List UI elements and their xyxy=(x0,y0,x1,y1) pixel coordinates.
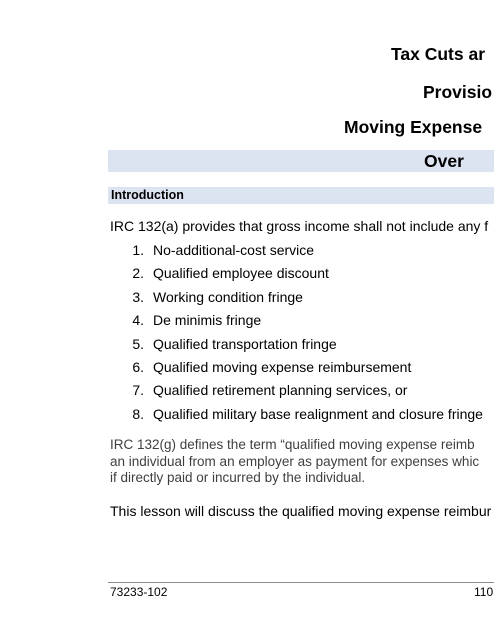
definition-line: IRC 132(g) defines the term “qualified moving expense reimb xyxy=(110,437,475,452)
title-line-3: Moving Expense xyxy=(344,117,483,137)
list-item-number: 8. xyxy=(132,405,144,422)
section-heading: Introduction xyxy=(111,188,184,202)
section-heading-bar xyxy=(108,187,494,204)
footer-page-number: 110 xyxy=(474,585,494,599)
list-item-label: Qualified moving expense reimbursement xyxy=(153,358,412,375)
lesson-paragraph: This lesson will discuss the qualified moving expense reimbur xyxy=(110,503,492,519)
list-item-label: No-additional-cost service xyxy=(153,242,315,258)
definition-paragraph xyxy=(110,437,479,487)
list-item-number: 2. xyxy=(132,265,144,282)
title-line-1: Tax Cuts ar xyxy=(391,44,486,64)
list-item-number: 7. xyxy=(132,382,144,399)
list-item-label: Qualified employee discount xyxy=(153,265,329,282)
list-item-number: 1. xyxy=(132,242,144,258)
overview-banner-label: Over xyxy=(424,151,464,171)
list-item-label: Qualified military base realignment and closure fringe xyxy=(153,405,483,422)
footer-divider xyxy=(108,582,494,583)
overview-banner xyxy=(108,150,494,172)
list-item-number: 5. xyxy=(132,335,144,352)
list-item-label: Qualified transportation fringe xyxy=(153,335,337,352)
list-item-label: De minimis fringe xyxy=(153,312,262,329)
list-item-label: Qualified retirement planning services, or xyxy=(153,382,408,399)
definition-line: an individual from an employer as payment for expenses whic xyxy=(110,453,480,469)
list-item-number: 4. xyxy=(132,312,144,329)
list-item-number: 6. xyxy=(132,358,144,375)
footer-document-number: 73233-102 xyxy=(110,585,168,599)
list-item-number: 3. xyxy=(132,288,144,305)
definition-line: if directly paid or incurred by the individual. xyxy=(110,470,366,485)
title-line-2: Provisio xyxy=(423,82,493,102)
intro-paragraph: IRC 132(a) provides that gross income shall not include any f xyxy=(110,218,489,234)
list-item-label: Working condition fringe xyxy=(153,288,303,305)
